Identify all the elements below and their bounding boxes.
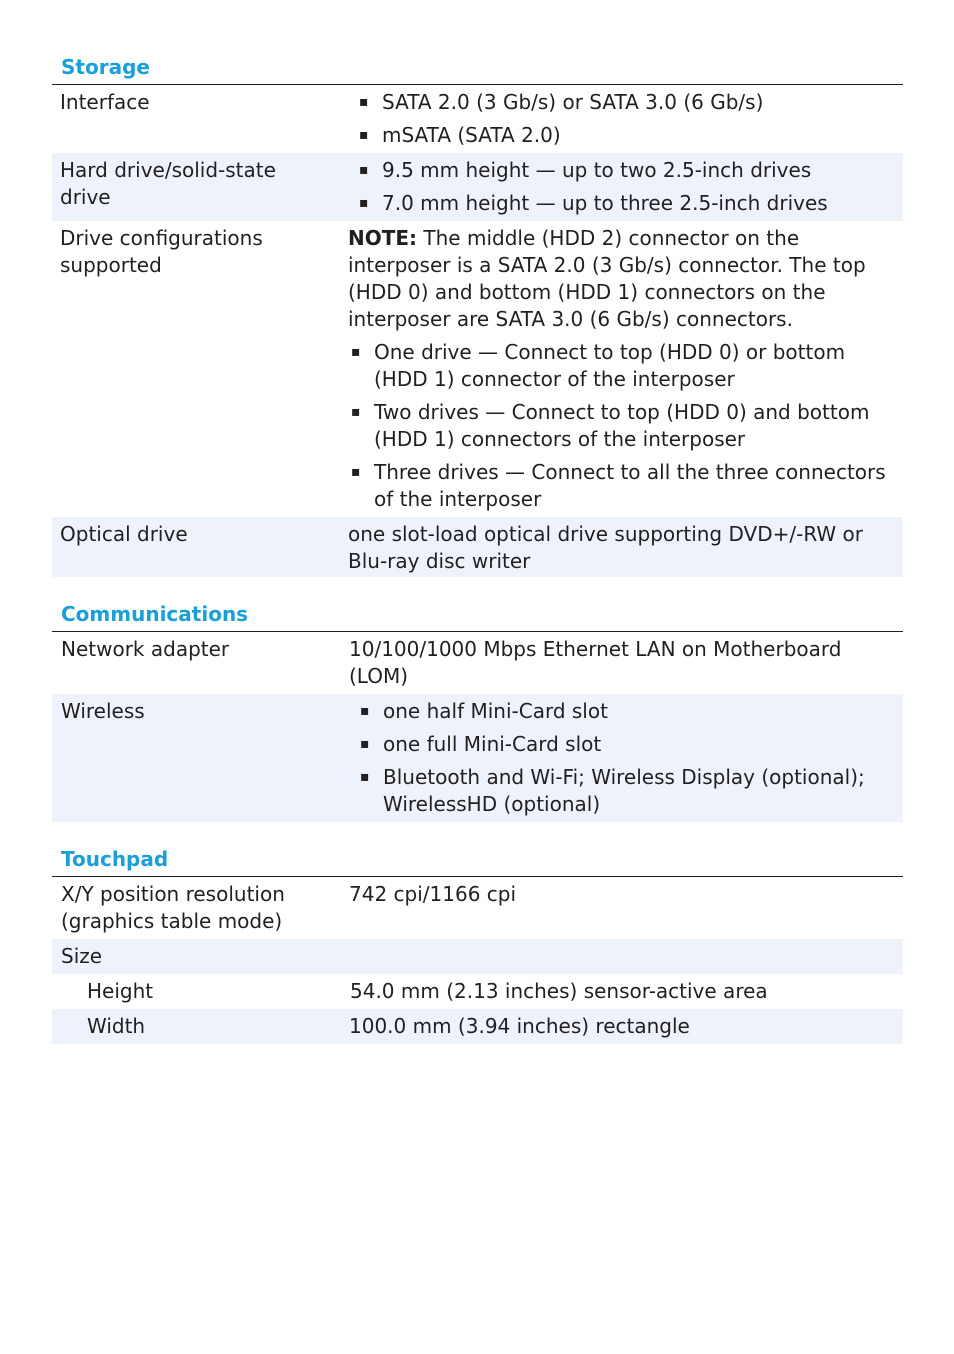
wireless-label: Wireless [52,694,341,822]
bullet-icon: ▪ [351,344,361,360]
optical-label: Optical drive [52,517,340,577]
bullet-icon: ▪ [360,769,370,785]
touchpad-section [52,848,903,1044]
table-row [52,1009,903,1044]
network-value: 10/100/1000 Mbps Ethernet LAN on Motherboard (LOM) [349,637,842,688]
communications-section [52,603,903,822]
width-label: Width [52,1009,341,1044]
list-item: ▪ Two drives — Connect to top (HDD 0) and bottom (HDD 1) connectors of the interposer [351,400,870,451]
touchpad-table [52,877,903,1044]
resolution-value: 742 cpi/1166 cpi [349,882,517,906]
bullet-icon: ▪ [351,404,361,420]
table-row [52,632,903,694]
storage-heading: Storage [61,55,150,79]
hdd-value [340,153,903,221]
table-row [52,517,903,577]
list-item: ▪ one full Mini-Card slot [360,732,602,756]
table-row [52,974,903,1009]
interface-value [340,85,903,153]
network-label: Network adapter [61,637,230,661]
bullet-icon: ▪ [360,736,370,752]
list-item: ▪ Bluetooth and Wi-Fi; Wireless Display (optional); WirelessHD (optional) [360,765,865,816]
storage-section [52,56,903,577]
table-row [52,221,903,517]
width-value: 100.0 mm (3.94 inches) rectangle [341,1009,903,1044]
optical-value: one slot-load optical drive supporting DVD+/-RW or Blu-ray disc writer [340,517,903,577]
list-item: ▪ One drive — Connect to top (HDD 0) or bottom (HDD 1) connector of the interposer [351,340,846,391]
table-row [52,939,903,974]
list-item: ▪ one half Mini-Card slot [360,699,608,723]
height-value: 54.0 mm (2.13 inches) sensor-active area [350,979,768,1003]
wireless-value [341,694,903,822]
configs-value [340,221,903,517]
touchpad-heading: Touchpad [61,847,169,871]
storage-table [52,85,903,577]
communications-table [52,632,903,822]
spec-page [52,56,903,1044]
table-row [52,153,903,221]
table-row [52,877,903,939]
configs-label: Drive configurations supported [60,226,263,277]
list-item: ▪ Three drives — Connect to all the three connectors of the interposer [351,460,886,511]
note-prefix: NOTE: [348,226,418,250]
size-label: Size [52,939,341,974]
bullet-icon: ▪ [360,703,370,719]
list-item: ▪ 7.0 mm height — up to three 2.5-inch drives [359,191,828,215]
bullet-icon: ▪ [359,127,369,143]
bullet-icon: ▪ [351,464,361,480]
resolution-label: X/Y position resolution (graphics table mode) [61,882,285,933]
hdd-label: Hard drive/solid-state drive [52,153,340,221]
height-label: Height [87,979,154,1003]
interface-label: Interface [60,90,150,114]
bullet-icon: ▪ [359,94,369,110]
list-item: ▪ mSATA (SATA 2.0) [359,123,561,147]
list-item: ▪ 9.5 mm height — up to two 2.5-inch drives [359,158,812,182]
list-item: ▪ SATA 2.0 (3 Gb/s) or SATA 3.0 (6 Gb/s) [359,90,764,114]
bullet-icon: ▪ [359,162,369,178]
communications-heading: Communications [61,602,249,626]
table-row [52,85,903,153]
table-row [52,694,903,822]
bullet-icon: ▪ [359,195,369,211]
note-text: NOTE: The middle (HDD 2) connector on the interposer is a SATA 2.0 (3 Gb/s) connector. The top (HDD 0) and bottom (HDD 1) connectors on the interposer are SATA 3.0 (6 Gb/s) connectors. [348,226,866,331]
